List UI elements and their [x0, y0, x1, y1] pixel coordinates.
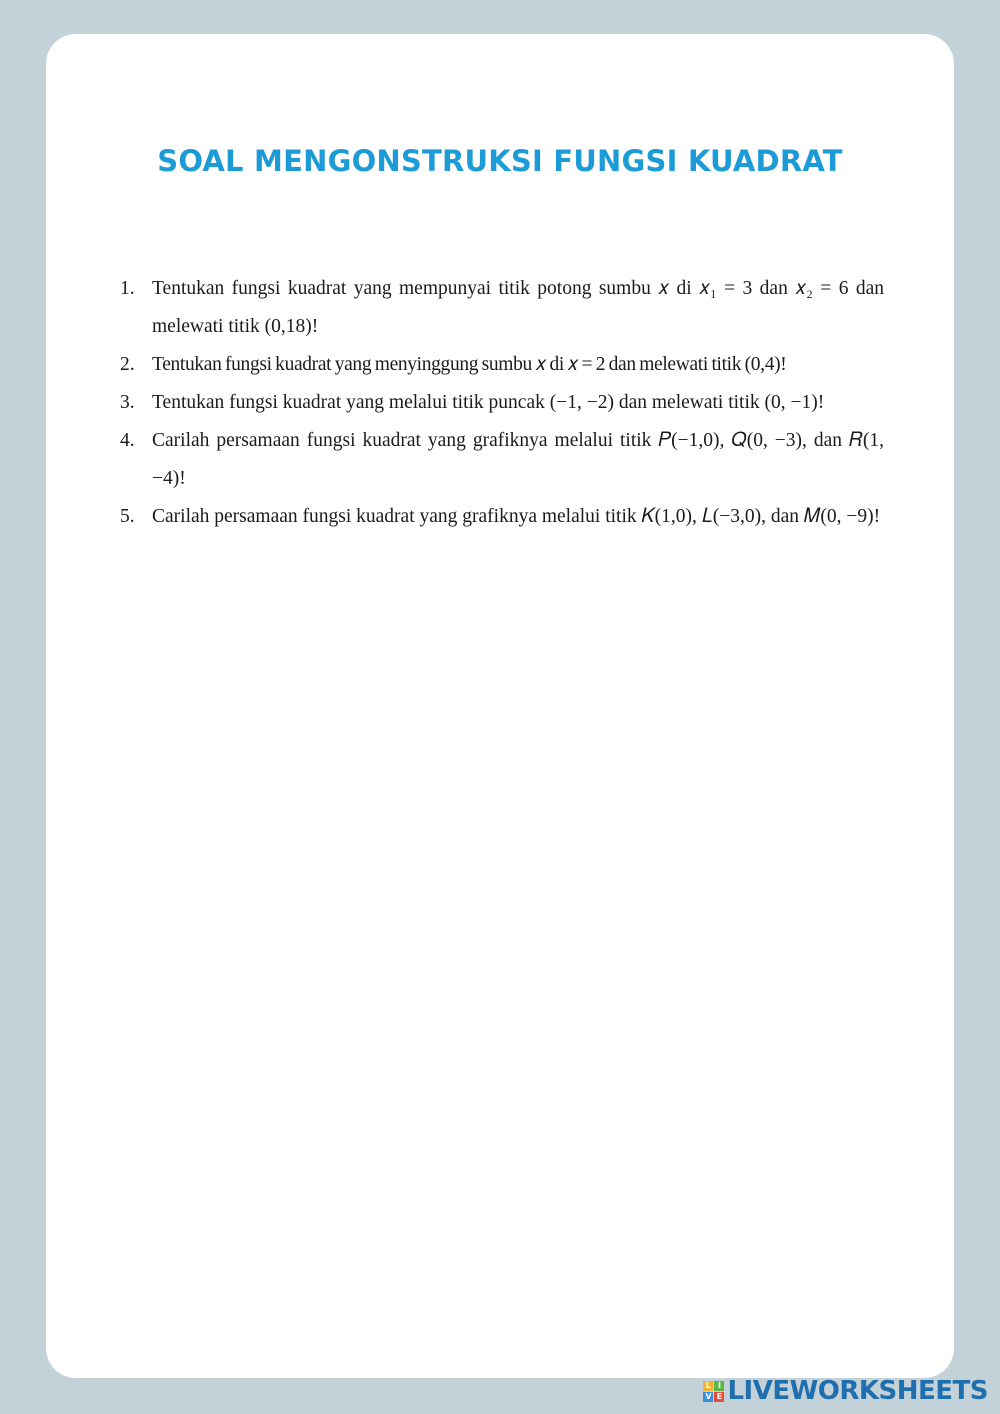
question-text: Tentukan fungsi kuadrat yang menyinggung sumbu 𝑥 di 𝑥 = 2 dan melewati titik (0,4)! [152, 354, 787, 375]
question-number: 1. [120, 278, 135, 299]
question-text: Carilah persamaan fungsi kuadrat yang grafiknya melalui titik 𝑃(−1,0), 𝑄(0, −3), dan 𝑅(1, −4)! [152, 430, 884, 489]
question-text: Carilah persamaan fungsi kuadrat yang grafiknya melalui titik 𝐾(1,0), 𝐿(−3,0), dan 𝑀(0, −9)! [152, 506, 881, 527]
page-title: SOAL MENGONSTRUKSI FUNGSI KUADRAT [157, 144, 843, 178]
question-number: 5. [120, 506, 135, 527]
question-item-3 [120, 384, 884, 422]
question-item-5 [120, 498, 884, 536]
question-item-4 [120, 422, 884, 498]
brand-name: LIVEWORKSHEETS [727, 1376, 988, 1406]
question-number: 2. [120, 354, 135, 375]
question-number: 4. [120, 430, 135, 451]
question-number: 3. [120, 392, 135, 413]
worksheet-page [46, 34, 954, 1378]
question-item-1 [120, 270, 884, 346]
live-icon: L I V E [703, 1381, 724, 1402]
question-list [120, 270, 884, 536]
question-text: Tentukan fungsi kuadrat yang mempunyai titik potong sumbu 𝑥 di 𝑥₁ = 3 dan 𝑥₂ = 6 dan melewati titik (0,18)! [152, 278, 884, 337]
question-item-2 [120, 346, 884, 384]
liveworksheets-logo [703, 1376, 988, 1406]
question-text: Tentukan fungsi kuadrat yang melalui titik puncak (−1, −2) dan melewati titik (0, −1)! [152, 392, 825, 413]
